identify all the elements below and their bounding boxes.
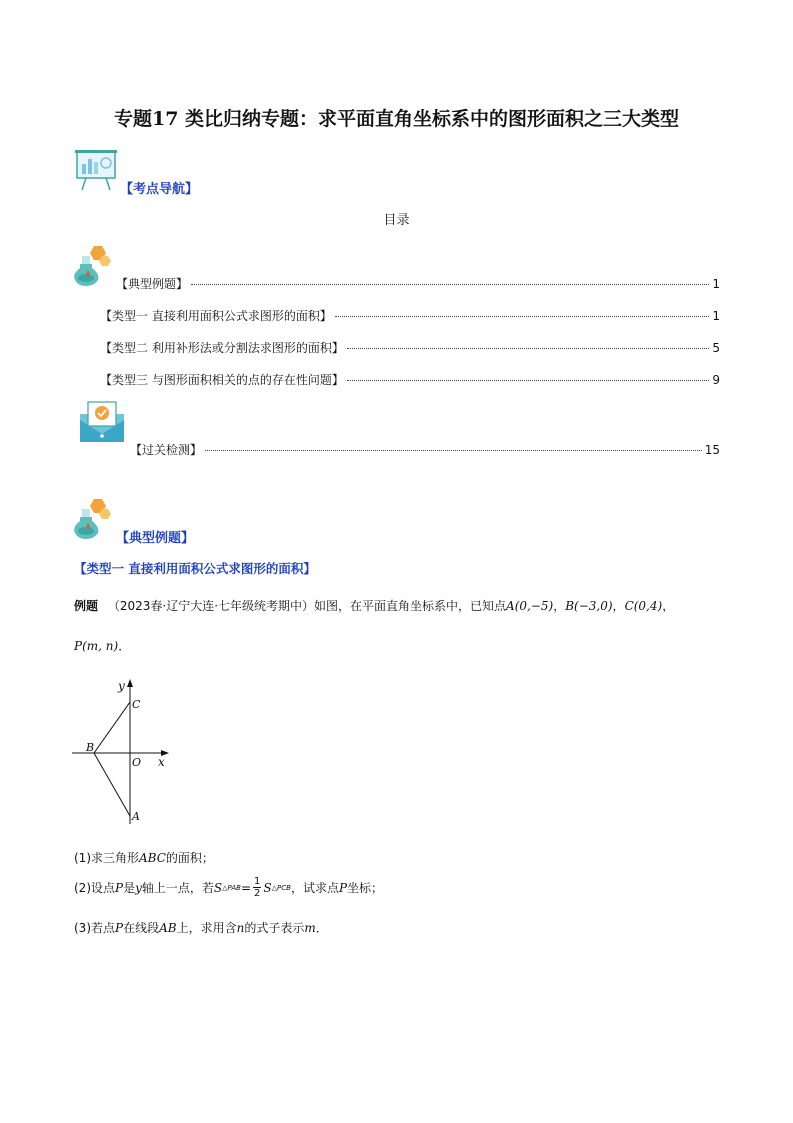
point-b: B(−3,0) bbox=[565, 599, 613, 613]
nav-header: 【考点导航】 bbox=[120, 182, 199, 197]
separator: ， bbox=[553, 599, 566, 613]
x-axis-label: x bbox=[158, 755, 165, 769]
toc-item-page: 9 bbox=[712, 373, 720, 387]
q1-text-end: 的面积； bbox=[165, 851, 214, 865]
fraction-numerator: 1 bbox=[254, 876, 261, 887]
question-2 bbox=[74, 876, 383, 899]
separator: ， bbox=[612, 599, 625, 613]
area-subscript-pcb: △PCB bbox=[271, 883, 291, 892]
example-statement-line2 bbox=[74, 637, 130, 654]
q3-segment: AB bbox=[159, 921, 177, 935]
equals-sign: = bbox=[240, 880, 252, 895]
toc-item-page: 15 bbox=[704, 443, 720, 457]
q2-text: (2)设点 bbox=[74, 881, 115, 895]
example-source: （2023春·辽宁大连·七年级统考期中） bbox=[107, 599, 315, 613]
point-c: C(0,4) bbox=[624, 599, 663, 613]
q3-text: (3)若点 bbox=[74, 921, 115, 935]
toc-item-label: 【过关检测】 bbox=[130, 443, 203, 457]
q2-text-end: 坐标； bbox=[347, 881, 384, 895]
q2-point: P bbox=[115, 880, 124, 895]
q2-text: ，试求点 bbox=[290, 881, 339, 895]
q1-text: (1)求三角形 bbox=[74, 851, 139, 865]
toc-item-page: 1 bbox=[712, 277, 720, 291]
label-a: A bbox=[132, 810, 140, 823]
toc-item-label: 【类型三 与图形面积相关的点的存在性问题】 bbox=[100, 373, 344, 387]
toc-leader bbox=[335, 316, 710, 317]
period: ． bbox=[118, 639, 131, 653]
q2-text: 是 bbox=[123, 881, 136, 895]
point-p: P(m, n) bbox=[74, 639, 119, 653]
toc-item-checkpoint[interactable] bbox=[130, 441, 720, 458]
segment-ba bbox=[94, 753, 130, 816]
page-title: 专题17 类比归纳专题：求平面直角坐标系中的图形面积之三大类型 bbox=[113, 108, 680, 130]
toc-leader bbox=[347, 348, 710, 349]
q3-point: P bbox=[115, 921, 124, 935]
toc-item-label: 【典型例题】 bbox=[116, 277, 189, 291]
toc-item-label: 【类型一 直接利用面积公式求图形的面积】 bbox=[100, 309, 332, 323]
q3-text-end: ． bbox=[315, 921, 328, 935]
q2-point: P bbox=[338, 880, 348, 895]
flask-icon bbox=[72, 497, 112, 539]
toc-leader bbox=[347, 380, 710, 381]
fraction-one-half bbox=[253, 876, 261, 899]
toc-item-page: 5 bbox=[712, 341, 720, 355]
q1-triangle: ABC bbox=[139, 851, 166, 865]
question-3 bbox=[74, 919, 328, 936]
toc-leader bbox=[205, 450, 702, 451]
q3-var-n: n bbox=[236, 921, 245, 935]
presentation-board-icon bbox=[74, 148, 124, 192]
q2-axis: y bbox=[135, 880, 142, 895]
fraction-denominator: 2 bbox=[254, 888, 261, 899]
separator: ， bbox=[662, 599, 675, 613]
q3-var-m: m bbox=[304, 921, 316, 935]
flask-icon bbox=[72, 244, 112, 286]
point-a: A(0,−5) bbox=[506, 599, 554, 613]
segment-bc bbox=[94, 702, 130, 753]
section-typical-heading: 【典型例题】 bbox=[116, 531, 195, 546]
toc-item-page: 1 bbox=[712, 309, 720, 323]
question-1 bbox=[74, 849, 214, 866]
example-text: 如图，在平面直角坐标系中，已知点 bbox=[314, 599, 507, 613]
toc-item-type3[interactable] bbox=[100, 371, 720, 388]
toc-leader bbox=[191, 284, 709, 285]
label-c: C bbox=[132, 698, 141, 711]
toc-title: 目录 bbox=[383, 213, 410, 228]
subsection-type1-heading: 【类型一 直接利用面积公式求图形的面积】 bbox=[74, 561, 316, 576]
y-axis-arrow bbox=[127, 679, 133, 687]
area-symbol: S bbox=[263, 880, 272, 895]
example-label: 例题 bbox=[74, 599, 99, 613]
toc-item-typical[interactable] bbox=[116, 275, 720, 292]
label-o: O bbox=[132, 756, 142, 769]
toc-item-type2[interactable] bbox=[100, 339, 720, 356]
area-symbol: S bbox=[213, 880, 223, 895]
coordinate-graph bbox=[66, 674, 186, 834]
area-subscript-pab: △PAB bbox=[222, 883, 241, 892]
toc-item-label: 【类型二 利用补形法或分割法求图形的面积】 bbox=[100, 341, 344, 355]
toc-item-type1[interactable] bbox=[100, 307, 720, 324]
q3-text: 在线段 bbox=[123, 921, 160, 935]
envelope-check-icon bbox=[78, 400, 128, 444]
y-axis-label: y bbox=[118, 679, 125, 693]
label-b: B bbox=[86, 741, 95, 754]
q3-text: 的式子表示 bbox=[244, 921, 305, 935]
q2-text: 轴上一点，若 bbox=[141, 881, 214, 895]
example-statement bbox=[74, 597, 734, 614]
q3-text: 上，求用含 bbox=[176, 921, 237, 935]
